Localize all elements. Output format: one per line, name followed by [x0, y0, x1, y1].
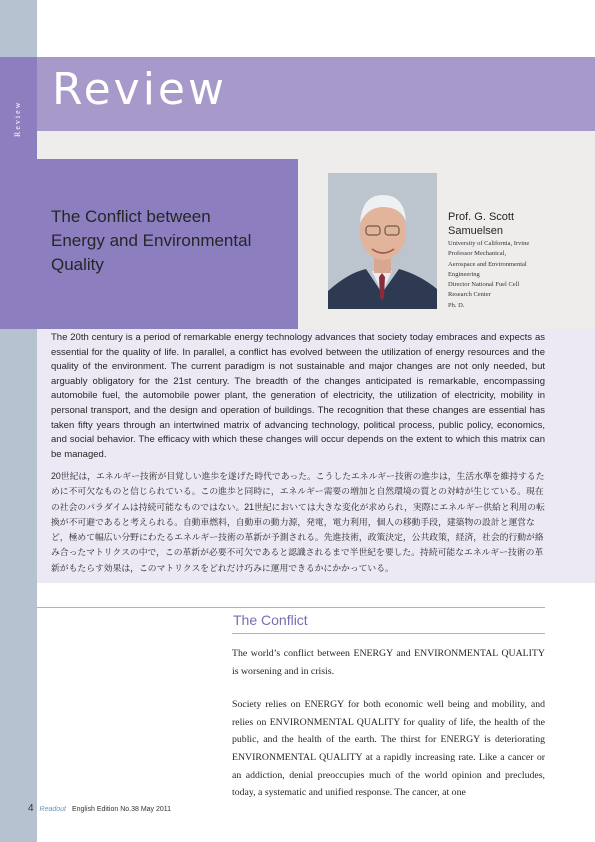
- abstract-english: The 20th century is a period of remarkable energy technology advances that society today embraces and expects as essential for the quality of life. In parallel, a conflict has evolved between the utilization of energy resources and the quality of the environment. The current paradigm is not sustainable and major changes are not only needed, but arguably obligatory for the 21st century. The breadth of the changes anticipated is remarkable, encompassing automobile fuel, the automobile power plant, the generation of electricity, the utilization of electricity, mobility in personal transport, and the design and operation of buildings. The recognition that these changes are essential has taken fifty years through an intertwined matrix of advancing technology, political process, public policy, economics, and social behavior. The efficacy with which these changes will occur depends on the extent to which this matrix can be managed.: [51, 332, 545, 460]
- affiliation-line: Director National Fuel Cell: [448, 281, 520, 289]
- author-affiliations: [448, 239, 593, 311]
- author-name-line: Samuelsen: [448, 225, 504, 237]
- publication-brand: Readout: [39, 806, 66, 813]
- section-rule-bottom: [232, 633, 545, 634]
- author-photo: [328, 173, 437, 309]
- article-title: [51, 205, 291, 277]
- author-name-line: Prof. G. Scott: [448, 211, 515, 223]
- affiliation-line: Aerospace and Environmental: [448, 260, 527, 268]
- section-heading: The Conflict: [233, 612, 308, 628]
- affiliation-line: Engineering: [448, 270, 480, 278]
- author-name: [448, 210, 588, 238]
- page-footer: [28, 803, 171, 814]
- article-title-line: Quality: [51, 255, 104, 274]
- affiliation-line: Professor Mechanical,: [448, 250, 507, 258]
- section-rule-top: [37, 607, 545, 608]
- abstract-japanese: 20世紀は，エネルギー技術が目覚しい進歩を遂げた時代であった。こうしたエネルギー技術の進歩は，生活水準を維持するために不可欠なものと信じられている。この進歩と同時に，エネルギー需要の増加と自然環境の質との対峙が生じている。現在の社会のパラダイムは持続可能なものではない。21世紀においては大きな変化が求められ，実際にエネルギー供給と利用の転換が不可避であると考えられる。自動車燃料，自動車の動力源，発電，電力利用，個人の移動手段，建築物の設計と運営など，極めて幅広い分野にわたるエネルギー技術の革新が予測される。先進技術，政策決定，公共政策，経済，社会的行動が絡み合ったマトリクスの中で，この革新が必要不可欠であると認識されるまで半世紀を要した。持続可能なエネルギー技術の革新がもたらす効果は，このマトリクスをどれだけ巧みに運用できるかにかかっている。: [51, 471, 545, 573]
- affiliation-line: Research Center: [448, 291, 491, 299]
- header-divider-strip: [37, 131, 595, 159]
- edition-info: English Edition No.38 May 2011: [71, 806, 172, 813]
- article-title-line: Energy and Environmental: [51, 231, 252, 250]
- article-body: [232, 645, 545, 818]
- sidebar-section-label: Review: [13, 100, 22, 137]
- affiliation-line: Ph. D.: [448, 301, 465, 309]
- page-title: Review: [52, 64, 227, 115]
- page-number: 4: [28, 803, 34, 814]
- body-paragraph: Society relies on ENERGY for both economic well being and mobility, and relies on ENVIRONMENTAL QUALITY for quality of life, the health of the public, and the health of the earth. The thirst for ENERGY is deteriorating ENVIRONMENTAL QUALITY at a rapidly increasing rate. Like a cancer or an addiction, denial preoccupies much of the world opinion and precludes, today, a systematic and unified response. The cancer, at one: [232, 699, 545, 799]
- article-title-line: The Conflict between: [51, 207, 211, 226]
- affiliation-line: University of California, Irvine: [448, 240, 530, 247]
- body-paragraph: The world’s conflict between ENERGY and ENVIRONMENTAL QUALITY is worsening and in crisis.: [232, 648, 545, 677]
